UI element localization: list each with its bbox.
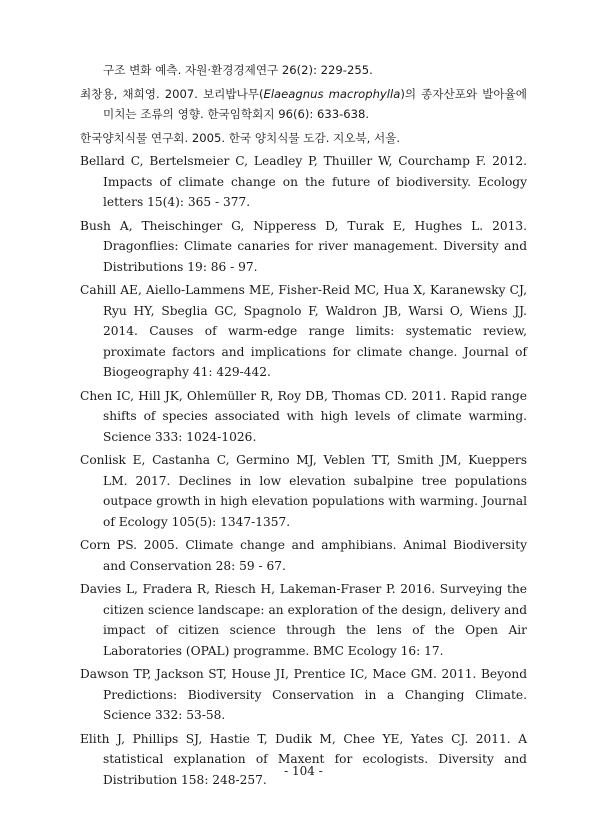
reference-entry: Dawson TP, Jackson ST, House JI, Prentice IC, Mace GM. 2011. Beyond Predictions: Biodiversity Conservation in a Changing Climate. Science 332: 53-58.	[80, 667, 527, 722]
reference-entry: Conlisk E, Castanha C, Germino MJ, Veblen TT, Smith JM, Kueppers LM. 2017. Declines in low elevation subalpine tree populations outpace growth in high elevation populations with warming. Journal of Ecology 105(5): 1347-1357.	[80, 453, 527, 529]
reference-text: 최창용, 채희영. 2007. 보리밥나무(	[80, 86, 264, 101]
reference-entry: Bush A, Theischinger G, Nipperess D, Turak E, Hughes L. 2013. Dragonflies: Climate canaries for river management. Diversity and Distributions 19: 86 - 97.	[80, 218, 527, 274]
species-name: Elaeagnus macrophylla	[263, 86, 401, 101]
reference-entry: Davies L, Fradera R, Riesch H, Lakeman-Fraser P. 2016. Surveying the citizen science landscape: an exploration of the design, delivery and impact of citizen science through the lens of the Open Air Laboratories (OPAL) programme. BMC Ecology 16: 17.	[80, 582, 527, 658]
reference-entry: Bellard C, Bertelsmeier C, Leadley P, Thuiller W, Courchamp F. 2012. Impacts of climate change on the future of biodiversity. Ecology letters 15(4): 365 - 377.	[80, 154, 527, 209]
reference-entry: 한국양치식물 연구회. 2005. 한국 양치식물 도감. 지오북, 서울.	[80, 130, 401, 145]
page-number: - 104 -	[284, 764, 323, 778]
reference-entry: Corn PS. 2005. Climate change and amphibians. Animal Biodiversity and Conservation 28: 59 - 67.	[80, 538, 527, 573]
reference-entry: Cahill AE, Aiello-Lammens ME, Fisher-Reid MC, Hua X, Karanewsky CJ, Ryu HY, Sbeglia GC, Spagnolo F, Waldron JB, Warsi O, Wiens JJ. 2014. Causes of warm-edge range limits: systematic review, proximate factors and implications for climate change. Journal of Biogeography 41: 429-442.	[80, 283, 527, 379]
reference-list	[80, 60, 527, 793]
reference-text: )의 종자산포와 발아율에 미치는 조류의 영향. 한국임학회지 96(6): 633-638.	[103, 86, 527, 121]
reference-entry: Chen IC, Hill JK, Ohlemüller R, Roy DB, Thomas CD. 2011. Rapid range shifts of species associated with high levels of climate warming. Science 333: 1024-1026.	[80, 388, 527, 444]
reference-entry: 구조 변화 예측. 자원·환경경제연구 26(2): 229-255.	[103, 63, 373, 77]
reference-entry	[80, 84, 527, 125]
reference-entry: Elith J, Phillips SJ, Hastie T, Dudik M, Chee YE, Yates CJ. 2011. A statistical explanation of Maxent for ecologists. Diversity and Distribution 158: 248-257.	[80, 731, 527, 787]
